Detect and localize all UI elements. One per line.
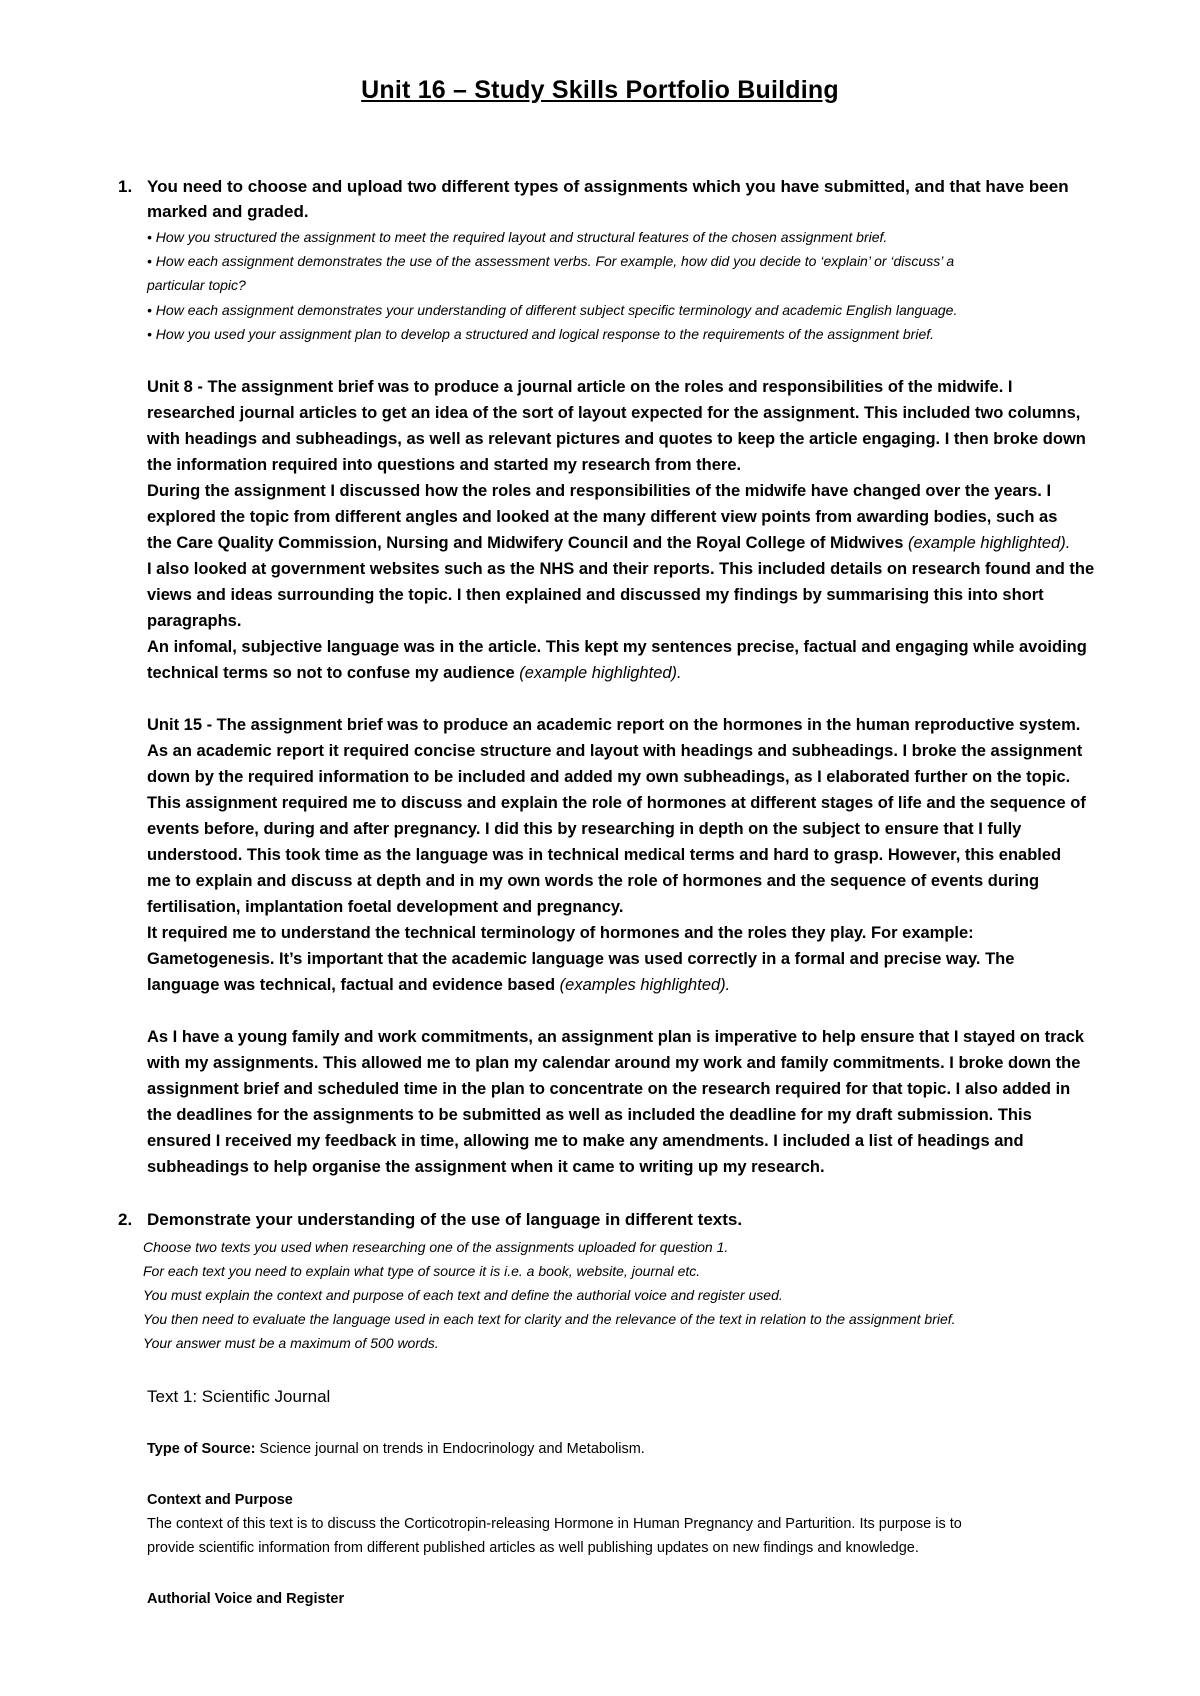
unit-8-paragraph-line: I also looked at government websites such as the NHS and their reports. This included details on research found and the <box>147 560 1095 578</box>
unit-15-note: (examples highlighted). <box>559 976 731 994</box>
text-1-heading: Text 1: Scientific Journal <box>147 1387 331 1406</box>
unit-8-note: (example highlighted). <box>519 664 682 682</box>
unit-15-paragraph-line: me to explain and discuss at depth and in my own words the role of hormones and the sequence of events during <box>147 872 1040 890</box>
unit-15-paragraph-line: down by the required information to be included and added my own subheadings, as I elaborated further on the topic. <box>147 768 1071 786</box>
unit-8-paragraph-line-with-note <box>147 534 1070 553</box>
unit-8-paragraph-line: with headings and subheadings, as well as relevant pictures and quotes to keep the article engaging. I then broke down <box>147 430 1086 448</box>
source-label: Type of Source: <box>147 1441 256 1457</box>
plan-paragraph-line: subheadings to help organise the assignment when it came to writing up my research. <box>147 1158 825 1176</box>
question-2-instruction: Choose two texts you used when researching one of the assignments uploaded for question 1. <box>143 1239 729 1255</box>
unit-15-paragraph-line: Unit 15 - The assignment brief was to produce an academic report on the hormones in the human reproductive system. <box>147 716 1081 734</box>
question-2-instruction: Your answer must be a maximum of 500 words. <box>143 1335 439 1351</box>
context-paragraph-line: The context of this text is to discuss the Corticotropin-releasing Hormone in Human Pregnancy and Parturition. Its purpose is to <box>147 1516 962 1532</box>
question-2-number: 2. <box>118 1210 133 1229</box>
unit-8-note: (example highlighted). <box>907 534 1071 552</box>
question-1-line-1: You need to choose and upload two different types of assignments which you have submitted, and that have been <box>147 177 1069 196</box>
plan-paragraph-line: ensured I received my feedback in time, allowing me to make any amendments. I included a list of headings and <box>147 1132 1024 1150</box>
unit-8-text: technical terms so not to confuse my audience <box>147 664 515 682</box>
question-1-bullet: • How each assignment demonstrates your understanding of different subject specific terminology and academic English language. <box>147 302 958 318</box>
context-heading: Context and Purpose <box>147 1492 293 1508</box>
unit-8-paragraph-line: views and ideas surrounding the topic. I then explained and discussed my findings by summarising this into short <box>147 586 1044 604</box>
unit-8-paragraph-line: researched journal articles to get an idea of the sort of layout expected for the assignment. This included two columns, <box>147 404 1081 422</box>
plan-paragraph-line: assignment brief and scheduled time in the plan to concentrate on the research required for that topic. I also added in <box>147 1080 1071 1098</box>
page-title: Unit 16 – Study Skills Portfolio Building <box>361 76 839 104</box>
unit-15-paragraph-line: understood. This took time as the language was in technical medical terms and hard to grasp. However, this enabled <box>147 846 1062 864</box>
plan-paragraph-line: As I have a young family and work commitments, an assignment plan is imperative to help ensure that I stayed on track <box>147 1028 1085 1046</box>
question-1-bullet: • How each assignment demonstrates the use of the assessment verbs. For example, how did you decide to ‘explain’ or ‘discuss’ a <box>147 253 955 269</box>
unit-15-paragraph-line: It required me to understand the technical terminology of hormones and the roles they play. For example: <box>147 924 974 942</box>
question-2-instruction: For each text you need to explain what type of source it is i.e. a book, website, journal etc. <box>143 1263 701 1279</box>
question-2-heading: Demonstrate your understanding of the use of language in different texts. <box>147 1210 743 1229</box>
question-1-line-2: marked and graded. <box>147 202 309 221</box>
unit-8-paragraph-line: Unit 8 - The assignment brief was to produce a journal article on the roles and responsibilities of the midwife. I <box>147 378 1013 396</box>
unit-8-paragraph-line: During the assignment I discussed how the roles and responsibilities of the midwife have changed over the years. I <box>147 482 1052 500</box>
unit-8-paragraph-line: An infomal, subjective language was in the article. This kept my sentences precise, factual and engaging while avoiding <box>147 638 1087 656</box>
authorial-voice-heading: Authorial Voice and Register <box>147 1591 345 1607</box>
unit-8-paragraph-line: paragraphs. <box>147 612 242 630</box>
unit-15-paragraph-line: events before, during and after pregnancy. I did this by researching in depth on the subject to ensure that I fully <box>147 820 1022 838</box>
unit-15-paragraph-line: fertilisation, implantation foetal development and pregnancy. <box>147 898 624 916</box>
plan-paragraph-line: the deadlines for the assignments to be submitted as well as included the deadline for my draft submission. This <box>147 1106 1032 1124</box>
source-value: Science journal on trends in Endocrinology and Metabolism. <box>255 1441 645 1457</box>
plan-paragraph-line: with my assignments. This allowed me to plan my calendar around my work and family commitments. I broke down the <box>147 1054 1081 1072</box>
unit-15-text: language was technical, factual and evidence based <box>147 976 556 994</box>
question-2-instruction: You must explain the context and purpose of each text and define the authorial voice and register used. <box>143 1287 783 1303</box>
question-1-bullet: particular topic? <box>147 277 246 293</box>
question-2-instruction: You then need to evaluate the language used in each text for clarity and the relevance of the text in relation to the assignment brief. <box>143 1311 956 1327</box>
unit-15-paragraph-line-with-note <box>147 976 730 995</box>
question-1-number: 1. <box>118 177 133 196</box>
unit-15-paragraph-line: This assignment required me to discuss and explain the role of hormones at different stages of life and the sequence of <box>147 794 1086 812</box>
unit-8-text: the Care Quality Commission, Nursing and Midwifery Council and the Royal College of Midwives <box>147 534 904 552</box>
context-paragraph-line: provide scientific information from different published articles as well publishing updates on new findings and knowledge. <box>147 1540 919 1556</box>
question-1-bullet: • How you structured the assignment to meet the required layout and structural features of the chosen assignment brief. <box>147 229 888 245</box>
unit-8-paragraph-line: the information required into questions and started my research from there. <box>147 456 742 474</box>
question-1-bullet: • How you used your assignment plan to develop a structured and logical response to the requirements of the assignment brief. <box>147 326 935 342</box>
unit-8-paragraph-line: explored the topic from different angles and looked at the many different view points from awarding bodies, such as <box>147 508 1058 526</box>
unit-15-paragraph-line: As an academic report it required concise structure and layout with headings and subheadings. I broke the assignment <box>147 742 1083 760</box>
text-1-source-line <box>147 1441 645 1457</box>
unit-8-paragraph-line-with-note <box>147 664 682 683</box>
unit-15-paragraph-line: Gametogenesis. It’s important that the academic language was used correctly in a formal and precise way. The <box>147 950 1015 968</box>
